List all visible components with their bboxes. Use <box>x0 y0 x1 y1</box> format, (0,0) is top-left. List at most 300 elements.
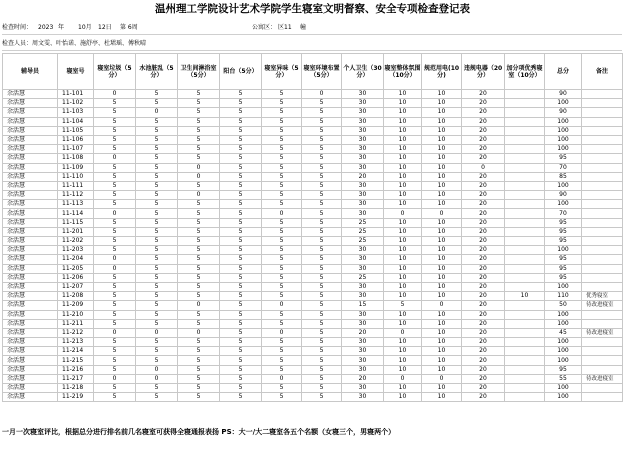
table-cell: 余活慧 <box>3 191 58 200</box>
month-value: 10月 <box>78 24 92 31</box>
table-cell <box>582 393 623 402</box>
table-cell: 10 <box>422 384 462 393</box>
table-cell: 5 <box>178 126 220 135</box>
table-cell: 30 <box>342 282 384 291</box>
table-cell: 10 <box>384 163 422 172</box>
table-cell: 20 <box>462 200 505 209</box>
table-cell <box>505 365 545 374</box>
table-cell: 10 <box>422 246 462 255</box>
table-cell: 5 <box>262 154 302 163</box>
table-cell: 30 <box>342 90 384 99</box>
table-cell: 0 <box>302 90 342 99</box>
table-cell: 余活慧 <box>3 273 58 282</box>
table-row <box>3 374 623 383</box>
table-cell: 5 <box>94 227 136 236</box>
table-row <box>3 135 623 144</box>
table-cell: 5 <box>220 273 262 282</box>
table-cell: 5 <box>136 209 178 218</box>
table-cell: 10 <box>384 292 422 301</box>
table-cell: 20 <box>462 126 505 135</box>
area-label: 公寓区： <box>252 24 277 31</box>
table-cell: 11-216 <box>58 365 94 374</box>
table-cell: 11-113 <box>58 200 94 209</box>
table-cell: 20 <box>462 191 505 200</box>
table-cell: 10 <box>384 218 422 227</box>
table-cell: 5 <box>94 218 136 227</box>
table-cell: 5 <box>302 218 342 227</box>
column-header: 寝室环境布置（5分） <box>302 54 342 90</box>
table-cell: 余活慧 <box>3 154 58 163</box>
table-cell: 20 <box>462 356 505 365</box>
table-cell: 0 <box>94 154 136 163</box>
table-cell: 11-207 <box>58 282 94 291</box>
table-cell: 10 <box>384 338 422 347</box>
table-cell: 5 <box>302 319 342 328</box>
table-cell: 5 <box>178 246 220 255</box>
table-cell: 10 <box>384 90 422 99</box>
table-cell <box>505 255 545 264</box>
table-row <box>3 108 623 117</box>
table-cell: 10 <box>422 117 462 126</box>
table-cell: 5 <box>302 356 342 365</box>
table-cell <box>505 135 545 144</box>
table-cell: 20 <box>462 347 505 356</box>
table-cell: 5 <box>302 273 342 282</box>
column-header: 加分项优秀寝室（10分） <box>505 54 545 90</box>
table-cell: 5 <box>220 135 262 144</box>
table-cell: 20 <box>342 374 384 383</box>
table-cell: 70 <box>545 163 582 172</box>
table-cell: 95 <box>545 237 582 246</box>
table-cell: 5 <box>136 154 178 163</box>
table-cell: 11-112 <box>58 191 94 200</box>
table-cell: 5 <box>178 347 220 356</box>
table-cell: 20 <box>462 209 505 218</box>
table-cell <box>505 191 545 200</box>
table-row <box>3 338 623 347</box>
table-cell: 5 <box>302 338 342 347</box>
table-cell: 10 <box>384 200 422 209</box>
table-cell: 30 <box>342 154 384 163</box>
table-cell: 10 <box>422 99 462 108</box>
meta-row <box>2 22 622 35</box>
table-cell: 30 <box>342 200 384 209</box>
table-cell: 5 <box>178 117 220 126</box>
table-cell: 5 <box>220 108 262 117</box>
table-cell: 20 <box>462 117 505 126</box>
table-cell: 5 <box>220 282 262 291</box>
table-cell: 余活慧 <box>3 200 58 209</box>
table-cell: 5 <box>262 191 302 200</box>
table-cell: 11-103 <box>58 108 94 117</box>
table-cell: 5 <box>262 135 302 144</box>
table-cell: 11-107 <box>58 145 94 154</box>
table-cell: 5 <box>262 292 302 301</box>
table-cell: 10 <box>384 255 422 264</box>
table-cell: 10 <box>384 246 422 255</box>
table-cell: 5 <box>262 319 302 328</box>
table-cell: 11-219 <box>58 393 94 402</box>
table-cell: 20 <box>342 172 384 181</box>
table-row <box>3 237 623 246</box>
table-cell: 10 <box>422 282 462 291</box>
table-cell: 20 <box>462 319 505 328</box>
table-cell: 90 <box>545 191 582 200</box>
table-cell: 5 <box>302 255 342 264</box>
table-cell: 11-215 <box>58 356 94 365</box>
table-cell: 10 <box>422 328 462 337</box>
table-cell: 5 <box>262 246 302 255</box>
table-row <box>3 191 623 200</box>
table-cell: 20 <box>462 273 505 282</box>
table-cell: 5 <box>302 264 342 273</box>
table-cell: 5 <box>302 374 342 383</box>
area-value: 区11 <box>278 24 292 31</box>
table-cell: 10 <box>384 154 422 163</box>
table-cell: 余活慧 <box>3 356 58 365</box>
table-cell <box>582 90 623 99</box>
table-cell: 20 <box>462 338 505 347</box>
table-cell <box>505 117 545 126</box>
table-cell: 5 <box>262 90 302 99</box>
table-cell: 5 <box>220 145 262 154</box>
table-cell: 0 <box>262 209 302 218</box>
table-cell: 余活慧 <box>3 108 58 117</box>
table-cell: 50 <box>545 301 582 310</box>
table-cell: 5 <box>178 99 220 108</box>
table-cell: 5 <box>220 374 262 383</box>
table-cell: 5 <box>220 328 262 337</box>
table-cell <box>582 338 623 347</box>
table-cell: 5 <box>302 108 342 117</box>
table-cell: 10 <box>384 126 422 135</box>
table-cell: 待改进寝室 <box>582 301 623 310</box>
table-cell: 余活慧 <box>3 328 58 337</box>
table-cell: 0 <box>262 301 302 310</box>
table-cell: 100 <box>545 356 582 365</box>
table-cell: 0 <box>262 328 302 337</box>
table-cell: 11-211 <box>58 319 94 328</box>
table-cell: 5 <box>94 246 136 255</box>
table-cell: 余活慧 <box>3 338 58 347</box>
table-cell: 0 <box>94 255 136 264</box>
table-cell: 20 <box>462 301 505 310</box>
table-cell: 20 <box>462 99 505 108</box>
table-cell: 余活慧 <box>3 117 58 126</box>
table-cell: 5 <box>178 384 220 393</box>
table-cell: 10 <box>384 264 422 273</box>
table-cell: 5 <box>136 255 178 264</box>
table-row <box>3 255 623 264</box>
table-cell: 5 <box>94 181 136 190</box>
table-cell: 5 <box>262 108 302 117</box>
column-header: 辅导员 <box>3 54 58 90</box>
table-cell: 20 <box>462 218 505 227</box>
table-cell: 5 <box>262 117 302 126</box>
table-cell: 10 <box>384 117 422 126</box>
column-header: 规范用电(10分) <box>422 54 462 90</box>
table-cell: 5 <box>94 365 136 374</box>
table-cell <box>505 384 545 393</box>
table-cell: 10 <box>422 356 462 365</box>
table-cell: 5 <box>262 255 302 264</box>
table-cell <box>505 356 545 365</box>
table-cell: 5 <box>178 154 220 163</box>
table-cell: 10 <box>422 292 462 301</box>
table-cell <box>582 218 623 227</box>
table-cell <box>582 126 623 135</box>
table-cell: 5 <box>136 145 178 154</box>
table-cell: 100 <box>545 319 582 328</box>
table-row <box>3 117 623 126</box>
table-cell: 20 <box>462 172 505 181</box>
table-cell: 20 <box>342 328 384 337</box>
inspectors: 检查人员：周文雯、叶怡诺、施舒亭、杜珺瑶、傅秋晴 <box>2 38 622 51</box>
table-cell <box>582 154 623 163</box>
column-header: 寝室异味（5分） <box>262 54 302 90</box>
table-cell: 5 <box>136 384 178 393</box>
table-cell: 5 <box>302 191 342 200</box>
table-cell <box>505 246 545 255</box>
table-cell <box>505 200 545 209</box>
table-cell: 余活慧 <box>3 347 58 356</box>
table-cell: 5 <box>302 365 342 374</box>
table-cell: 20 <box>462 393 505 402</box>
table-cell <box>582 163 623 172</box>
table-cell <box>582 117 623 126</box>
table-cell: 5 <box>136 319 178 328</box>
column-header: 寝室垃圾（5分） <box>94 54 136 90</box>
table-cell <box>505 273 545 282</box>
table-cell: 5 <box>94 117 136 126</box>
table-row <box>3 90 623 99</box>
table-cell: 10 <box>384 135 422 144</box>
table-cell: 11-114 <box>58 209 94 218</box>
column-header: 寝室整体氛围（10分） <box>384 54 422 90</box>
table-cell: 11-213 <box>58 338 94 347</box>
table-cell <box>505 227 545 236</box>
table-cell <box>505 310 545 319</box>
table-cell: 11-101 <box>58 90 94 99</box>
table-cell: 余活慧 <box>3 135 58 144</box>
table-cell: 5 <box>136 126 178 135</box>
table-cell: 30 <box>342 163 384 172</box>
table-cell: 5 <box>220 209 262 218</box>
table-cell: 5 <box>136 310 178 319</box>
table-cell: 5 <box>178 255 220 264</box>
table-cell <box>505 209 545 218</box>
table-cell: 5 <box>220 227 262 236</box>
table-cell: 5 <box>262 273 302 282</box>
table-cell: 30 <box>342 108 384 117</box>
table-cell: 10 <box>384 319 422 328</box>
table-cell: 5 <box>136 117 178 126</box>
table-cell: 100 <box>545 282 582 291</box>
table-cell: 25 <box>342 218 384 227</box>
table-cell <box>582 172 623 181</box>
table-cell: 100 <box>545 393 582 402</box>
table-cell: 0 <box>136 365 178 374</box>
table-cell: 余活慧 <box>3 163 58 172</box>
table-cell <box>582 384 623 393</box>
table-cell: 0 <box>422 301 462 310</box>
table-cell: 5 <box>136 393 178 402</box>
table-cell: 20 <box>462 237 505 246</box>
table-cell: 20 <box>462 90 505 99</box>
table-cell: 待改进寝室 <box>582 374 623 383</box>
table-cell: 20 <box>462 374 505 383</box>
table-cell <box>505 319 545 328</box>
table-cell: 5 <box>220 292 262 301</box>
table-row <box>3 282 623 291</box>
table-cell: 余活慧 <box>3 393 58 402</box>
sheet-title: 温州理工学院设计艺术学院学生寝室文明督察、安全专项检查登记表 <box>155 3 470 15</box>
table-cell: 5 <box>220 310 262 319</box>
year-value: 2023 <box>38 24 54 31</box>
table-cell: 5 <box>220 200 262 209</box>
table-cell: 30 <box>342 347 384 356</box>
table-cell: 100 <box>545 338 582 347</box>
day-value: 12日 <box>98 24 112 31</box>
table-cell <box>505 374 545 383</box>
table-body <box>3 90 623 402</box>
table-cell <box>505 328 545 337</box>
table-cell <box>505 108 545 117</box>
table-cell: 11-209 <box>58 301 94 310</box>
column-header: 总分 <box>545 54 582 90</box>
table-cell: 5 <box>302 237 342 246</box>
table-cell: 95 <box>545 273 582 282</box>
table-cell: 11-106 <box>58 135 94 144</box>
table-cell: 5 <box>94 191 136 200</box>
column-header: 阳台（5分） <box>220 54 262 90</box>
table-cell: 10 <box>422 108 462 117</box>
table-cell: 5 <box>262 282 302 291</box>
table-cell: 5 <box>220 237 262 246</box>
table-cell: 余活慧 <box>3 264 58 273</box>
table-cell: 5 <box>220 154 262 163</box>
table-cell: 5 <box>220 393 262 402</box>
table-cell: 5 <box>262 356 302 365</box>
table-cell: 余活慧 <box>3 237 58 246</box>
table-cell: 11-110 <box>58 172 94 181</box>
table-cell: 30 <box>342 181 384 190</box>
table-cell: 5 <box>262 237 302 246</box>
table-row <box>3 99 623 108</box>
table-cell: 30 <box>342 292 384 301</box>
table-cell: 10 <box>422 227 462 236</box>
column-header: 卫生间淋浴室（5分） <box>178 54 220 90</box>
table-row <box>3 365 623 374</box>
table-cell: 30 <box>342 145 384 154</box>
table-cell: 余活慧 <box>3 99 58 108</box>
table-cell: 5 <box>136 191 178 200</box>
table-header <box>3 54 623 90</box>
table-cell: 11-105 <box>58 126 94 135</box>
table-cell: 10 <box>422 273 462 282</box>
table-cell: 5 <box>384 301 422 310</box>
table-cell: 余活慧 <box>3 126 58 135</box>
table-cell <box>505 218 545 227</box>
table-cell: 5 <box>136 264 178 273</box>
table-cell: 5 <box>94 172 136 181</box>
table-cell: 30 <box>342 319 384 328</box>
table-cell: 0 <box>136 374 178 383</box>
table-cell: 70 <box>545 209 582 218</box>
column-header: 寝室号 <box>58 54 94 90</box>
table-cell: 5 <box>220 301 262 310</box>
table-cell: 5 <box>136 246 178 255</box>
table-cell: 5 <box>220 163 262 172</box>
date-label: 检查时间： <box>2 24 33 31</box>
table-cell: 10 <box>384 227 422 236</box>
week-value: 第 6周 <box>120 24 138 31</box>
table-cell <box>582 200 623 209</box>
table-cell: 10 <box>422 181 462 190</box>
table-cell: 10 <box>505 292 545 301</box>
column-header: 水池脏乱（5分） <box>136 54 178 90</box>
table-cell: 5 <box>262 200 302 209</box>
table-cell: 5 <box>220 356 262 365</box>
table-cell: 0 <box>94 374 136 383</box>
table-cell: 5 <box>262 126 302 135</box>
table-cell: 20 <box>462 255 505 264</box>
table-cell: 5 <box>136 356 178 365</box>
table-cell: 30 <box>342 365 384 374</box>
table-cell: 0 <box>178 328 220 337</box>
table-cell: 0 <box>136 328 178 337</box>
table-cell: 5 <box>178 108 220 117</box>
table-row <box>3 172 623 181</box>
table-cell <box>582 145 623 154</box>
table-cell: 余活慧 <box>3 292 58 301</box>
table-cell: 5 <box>302 301 342 310</box>
table-cell: 30 <box>342 356 384 365</box>
table-row <box>3 319 623 328</box>
table-cell: 100 <box>545 99 582 108</box>
table-cell: 5 <box>178 356 220 365</box>
table-cell: 110 <box>545 292 582 301</box>
table-cell: 5 <box>94 347 136 356</box>
table-cell <box>505 163 545 172</box>
table-cell: 11-205 <box>58 264 94 273</box>
table-cell: 5 <box>262 172 302 181</box>
table-row <box>3 227 623 236</box>
table-cell: 5 <box>302 393 342 402</box>
table-cell: 20 <box>462 384 505 393</box>
table-cell: 5 <box>178 365 220 374</box>
table-cell: 5 <box>178 264 220 273</box>
table-cell: 20 <box>462 292 505 301</box>
table-cell: 10 <box>422 191 462 200</box>
table-cell: 11-214 <box>58 347 94 356</box>
table-cell: 5 <box>178 338 220 347</box>
table-cell: 5 <box>178 319 220 328</box>
table-cell: 5 <box>136 338 178 347</box>
table-cell: 5 <box>136 301 178 310</box>
table-cell <box>505 347 545 356</box>
table-cell: 10 <box>422 393 462 402</box>
table-cell: 5 <box>94 338 136 347</box>
table-cell: 5 <box>220 264 262 273</box>
table-cell: 11-108 <box>58 154 94 163</box>
table-cell: 余活慧 <box>3 209 58 218</box>
table-row <box>3 310 623 319</box>
table-cell: 5 <box>94 145 136 154</box>
table-cell: 5 <box>302 145 342 154</box>
table-cell: 0 <box>94 90 136 99</box>
table-cell: 5 <box>94 384 136 393</box>
